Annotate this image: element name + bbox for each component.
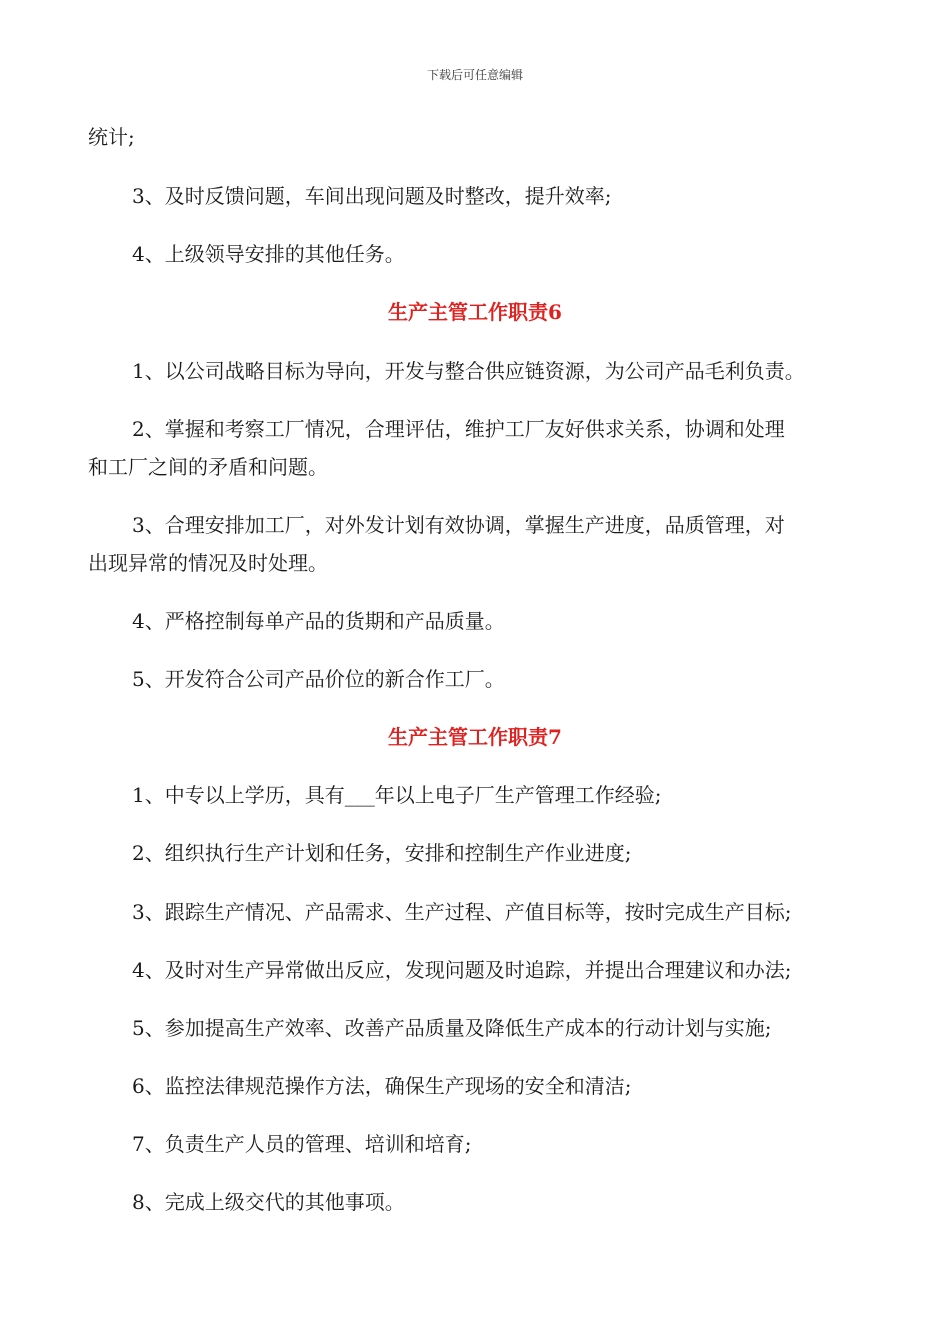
list-item: 1、以公司战略目标为导向，开发与整合供应链资源，为公司产品毛利负责。 [132,359,805,383]
list-item: 3、合理安排加工厂，对外发计划有效协调，掌握生产进度，品质管理，对 [132,513,785,537]
section-heading-6: 生产主管工作职责6 [388,300,562,324]
list-item: 2、掌握和考察工厂情况，合理评估，维护工厂友好供求关系，协调和处理 [132,417,785,441]
page-header: 下载后可任意编辑 [426,68,523,82]
list-item: 5、参加提高生产效率、改善产品质量及降低生产成本的行动计划与实施; [132,1016,772,1040]
list-item: 4、上级领导安排的其他任务。 [132,242,405,266]
list-item: 8、完成上级交代的其他事项。 [132,1190,405,1214]
list-item-continuation: 和工厂之间的矛盾和问题。 [88,455,328,479]
section-heading-7: 生产主管工作职责7 [388,725,562,749]
list-item: 7、负责生产人员的管理、培训和培育; [132,1132,472,1156]
list-item: 5、开发符合公司产品价位的新合作工厂。 [132,667,505,691]
list-item: 1、中专以上学历，具有___年以上电子厂生产管理工作经验; [132,783,662,807]
list-item: 4、及时对生产异常做出反应，发现问题及时追踪，并提出合理建议和办法; [132,958,792,982]
list-item: 2、组织执行生产计划和任务，安排和控制生产作业进度; [132,841,632,865]
list-item-continuation: 出现异常的情况及时处理。 [88,551,328,575]
list-item: 6、监控法律规范操作方法，确保生产现场的安全和清洁; [132,1074,632,1098]
continuation-text: 统计; [88,125,135,149]
list-item: 3、跟踪生产情况、产品需求、生产过程、产值目标等，按时完成生产目标; [132,900,792,924]
list-item: 4、严格控制每单产品的货期和产品质量。 [132,609,505,633]
list-item: 3、及时反馈问题，车间出现问题及时整改，提升效率; [132,184,612,208]
